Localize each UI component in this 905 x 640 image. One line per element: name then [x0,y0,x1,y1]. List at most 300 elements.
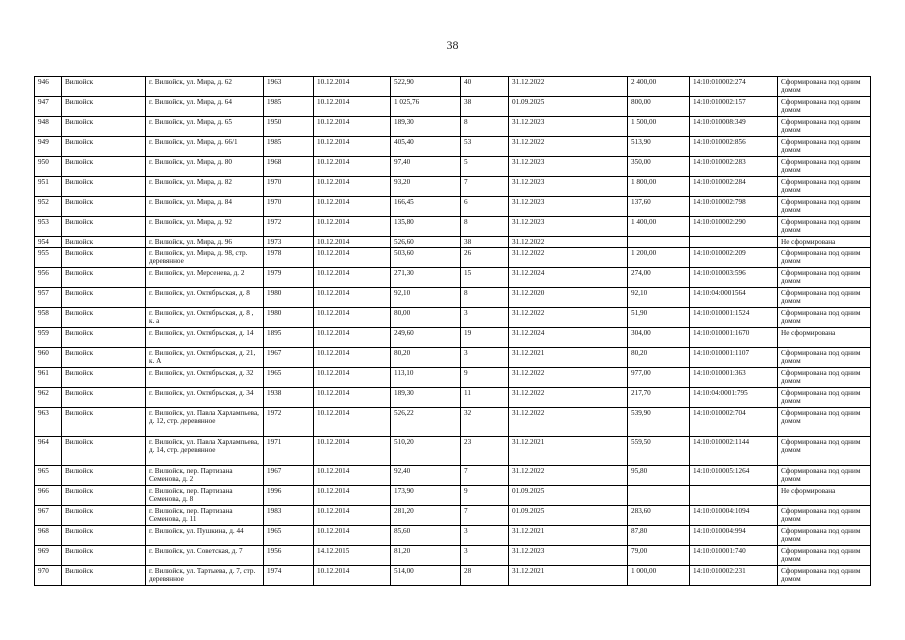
area-cell: 405,40 [391,137,461,157]
inclusion-date-cell: 10.12.2014 [314,177,391,197]
row-number-cell: 958 [35,308,62,328]
land-status-cell: Сформирована под одним домом [778,137,871,157]
inclusion-date-cell: 10.12.2014 [314,137,391,157]
address-cell: г. Вилюйск, ул. Октябрьская, д. 34 [146,388,264,408]
deadline-cell: 31.12.2022 [509,466,628,486]
land-status-cell: Сформирована под одним домом [778,177,871,197]
build-year-cell: 1967 [264,466,314,486]
land-area-cell: 1 200,00 [628,248,690,268]
residents-cell: 8 [461,217,509,237]
settlement-cell: Вилюйск [62,526,146,546]
build-year-cell: 1972 [264,217,314,237]
settlement-cell: Вилюйск [62,466,146,486]
address-cell: г. Вилюйск, ул. Мира, д. 98, стр. деревянное [146,248,264,268]
settlement-cell: Вилюйск [62,408,146,437]
cadastral-number-cell [690,237,778,248]
land-area-cell [628,237,690,248]
deadline-cell: 31.12.2022 [509,77,628,97]
address-cell: г. Вилюйск, пер. Партизана Семенова, д. 8 [146,486,264,506]
land-area-cell: 2 400,00 [628,77,690,97]
settlement-cell: Вилюйск [62,288,146,308]
residents-cell: 40 [461,77,509,97]
table-row [35,348,871,368]
residents-cell: 3 [461,546,509,566]
address-cell: г. Вилюйск, ул. Мира, д. 80 [146,157,264,177]
deadline-cell: 31.12.2022 [509,408,628,437]
row-number-cell: 960 [35,348,62,368]
land-area-cell: 1 500,00 [628,117,690,137]
address-cell: г. Вилюйск, ул. Октябрьская, д. 8 [146,288,264,308]
land-status-cell: Сформирована под одним домом [778,268,871,288]
table-row [35,437,871,466]
row-number-cell: 965 [35,466,62,486]
cadastral-number-cell: 14:10:010002:284 [690,177,778,197]
deadline-cell: 31.12.2022 [509,248,628,268]
build-year-cell: 1963 [264,77,314,97]
land-status-cell: Сформирована под одним домом [778,348,871,368]
housing-registry-table [34,76,871,586]
address-cell: г. Вилюйск, ул. Мерсенева, д. 2 [146,268,264,288]
row-number-cell: 964 [35,437,62,466]
build-year-cell: 1983 [264,506,314,526]
address-cell: г. Вилюйск, ул. Павла Харлампьева, д. 14, стр. деревянное [146,437,264,466]
inclusion-date-cell: 10.12.2014 [314,506,391,526]
residents-cell: 53 [461,137,509,157]
inclusion-date-cell: 10.12.2014 [314,348,391,368]
cadastral-number-cell: 14:10:010001:1524 [690,308,778,328]
row-number-cell: 968 [35,526,62,546]
land-area-cell: 350,00 [628,157,690,177]
deadline-cell: 31.12.2023 [509,117,628,137]
inclusion-date-cell: 10.12.2014 [314,288,391,308]
land-status-cell: Не сформирована [778,486,871,506]
deadline-cell: 31.12.2021 [509,526,628,546]
inclusion-date-cell: 10.12.2014 [314,268,391,288]
build-year-cell: 1968 [264,157,314,177]
inclusion-date-cell: 10.12.2014 [314,217,391,237]
address-cell: г. Вилюйск, пер. Партизана Семенова, д. 11 [146,506,264,526]
table-row [35,308,871,328]
residents-cell: 38 [461,97,509,117]
table-row [35,408,871,437]
settlement-cell: Вилюйск [62,506,146,526]
cadastral-number-cell: 14:10:010002:231 [690,566,778,586]
cadastral-number-cell: 14:10:04:0001564 [690,288,778,308]
land-area-cell: 137,60 [628,197,690,217]
deadline-cell: 31.12.2022 [509,237,628,248]
deadline-cell: 01.09.2025 [509,486,628,506]
row-number-cell: 955 [35,248,62,268]
land-status-cell: Сформирована под одним домом [778,77,871,97]
area-cell: 526,22 [391,408,461,437]
address-cell: г. Вилюйск, ул. Октябрьская, д. 8 , к. а [146,308,264,328]
build-year-cell: 1980 [264,308,314,328]
area-cell: 93,20 [391,177,461,197]
table-row [35,268,871,288]
cadastral-number-cell: 14:10:010005:1264 [690,466,778,486]
row-number-cell: 961 [35,368,62,388]
inclusion-date-cell: 10.12.2014 [314,117,391,137]
cadastral-number-cell: 14:10:010001:1107 [690,348,778,368]
build-year-cell: 1979 [264,268,314,288]
build-year-cell: 1938 [264,388,314,408]
row-number-cell: 963 [35,408,62,437]
table-row [35,97,871,117]
inclusion-date-cell: 10.12.2014 [314,368,391,388]
land-area-cell: 79,00 [628,546,690,566]
cadastral-number-cell [690,486,778,506]
land-area-cell: 800,00 [628,97,690,117]
settlement-cell: Вилюйск [62,437,146,466]
table-row [35,137,871,157]
row-number-cell: 953 [35,217,62,237]
settlement-cell: Вилюйск [62,157,146,177]
table-row [35,157,871,177]
cadastral-number-cell: 14:10:010001:363 [690,368,778,388]
inclusion-date-cell: 10.12.2014 [314,566,391,586]
land-status-cell: Сформирована под одним домом [778,546,871,566]
land-area-cell: 217,70 [628,388,690,408]
cadastral-number-cell: 14:10:010002:157 [690,97,778,117]
residents-cell: 3 [461,308,509,328]
land-status-cell: Сформирована под одним домом [778,248,871,268]
area-cell: 81,20 [391,546,461,566]
land-status-cell: Не сформирована [778,237,871,248]
land-status-cell: Сформирована под одним домом [778,526,871,546]
cadastral-number-cell: 14:10:04:0001:795 [690,388,778,408]
inclusion-date-cell: 10.12.2014 [314,197,391,217]
address-cell: г. Вилюйск, ул. Мира, д. 64 [146,97,264,117]
table-row [35,526,871,546]
settlement-cell: Вилюйск [62,177,146,197]
row-number-cell: 947 [35,97,62,117]
land-status-cell: Сформирована под одним домом [778,368,871,388]
address-cell: г. Вилюйск, ул. Тартыева, д. 7, стр. деревянное [146,566,264,586]
row-number-cell: 950 [35,157,62,177]
area-cell: 249,60 [391,328,461,348]
area-cell: 80,20 [391,348,461,368]
settlement-cell: Вилюйск [62,368,146,388]
area-cell: 135,80 [391,217,461,237]
area-cell: 503,60 [391,248,461,268]
build-year-cell: 1980 [264,288,314,308]
land-area-cell: 274,00 [628,268,690,288]
row-number-cell: 967 [35,506,62,526]
residents-cell: 11 [461,388,509,408]
table-row [35,248,871,268]
table-row [35,506,871,526]
address-cell: г. Вилюйск, ул. Мира, д. 92 [146,217,264,237]
area-cell: 526,60 [391,237,461,248]
residents-cell: 26 [461,248,509,268]
land-area-cell: 559,50 [628,437,690,466]
residents-cell: 7 [461,466,509,486]
table-row [35,466,871,486]
area-cell: 166,45 [391,197,461,217]
residents-cell: 7 [461,506,509,526]
row-number-cell: 946 [35,77,62,97]
settlement-cell: Вилюйск [62,486,146,506]
settlement-cell: Вилюйск [62,348,146,368]
cadastral-number-cell: 14:10:010004:994 [690,526,778,546]
build-year-cell: 1970 [264,197,314,217]
residents-cell: 9 [461,368,509,388]
residents-cell: 19 [461,328,509,348]
land-area-cell: 304,00 [628,328,690,348]
deadline-cell: 31.12.2022 [509,368,628,388]
land-status-cell: Сформирована под одним домом [778,408,871,437]
land-status-cell: Сформирована под одним домом [778,197,871,217]
inclusion-date-cell: 10.12.2014 [314,248,391,268]
cadastral-number-cell: 14:10:010002:283 [690,157,778,177]
inclusion-date-cell: 10.12.2014 [314,466,391,486]
build-year-cell: 1950 [264,117,314,137]
build-year-cell: 1972 [264,408,314,437]
build-year-cell: 1967 [264,348,314,368]
build-year-cell: 1970 [264,177,314,197]
land-status-cell: Сформирована под одним домом [778,437,871,466]
area-cell: 510,20 [391,437,461,466]
area-cell: 92,10 [391,288,461,308]
land-area-cell: 87,80 [628,526,690,546]
inclusion-date-cell: 10.12.2014 [314,97,391,117]
deadline-cell: 31.12.2024 [509,268,628,288]
residents-cell: 7 [461,177,509,197]
address-cell: г. Вилюйск, ул. Мира, д. 82 [146,177,264,197]
residents-cell: 9 [461,486,509,506]
settlement-cell: Вилюйск [62,77,146,97]
land-area-cell: 1 400,00 [628,217,690,237]
inclusion-date-cell: 10.12.2014 [314,328,391,348]
build-year-cell: 1974 [264,566,314,586]
land-area-cell: 80,20 [628,348,690,368]
row-number-cell: 969 [35,546,62,566]
area-cell: 271,30 [391,268,461,288]
residents-cell: 28 [461,566,509,586]
deadline-cell: 31.12.2020 [509,288,628,308]
land-area-cell: 513,90 [628,137,690,157]
table-row [35,388,871,408]
build-year-cell: 1895 [264,328,314,348]
residents-cell: 32 [461,408,509,437]
address-cell: г. Вилюйск, пер. Партизана Семенова, д. 2 [146,466,264,486]
area-cell: 92,40 [391,466,461,486]
land-area-cell: 92,10 [628,288,690,308]
cadastral-number-cell: 14:10:010002:290 [690,217,778,237]
row-number-cell: 951 [35,177,62,197]
deadline-cell: 01.09.2025 [509,97,628,117]
inclusion-date-cell: 10.12.2014 [314,157,391,177]
table-row [35,486,871,506]
inclusion-date-cell: 10.12.2014 [314,408,391,437]
area-cell: 522,90 [391,77,461,97]
residents-cell: 3 [461,348,509,368]
row-number-cell: 959 [35,328,62,348]
settlement-cell: Вилюйск [62,388,146,408]
settlement-cell: Вилюйск [62,566,146,586]
residents-cell: 38 [461,237,509,248]
address-cell: г. Вилюйск, ул. Октябрьская, д. 32 [146,368,264,388]
deadline-cell: 31.12.2023 [509,217,628,237]
residents-cell: 5 [461,157,509,177]
table-row [35,217,871,237]
address-cell: г. Вилюйск, ул. Павла Харлампьева, д. 12, стр. деревянное [146,408,264,437]
build-year-cell: 1985 [264,137,314,157]
table-row [35,546,871,566]
residents-cell: 8 [461,288,509,308]
land-status-cell: Сформирована под одним домом [778,308,871,328]
deadline-cell: 31.12.2023 [509,177,628,197]
deadline-cell: 31.12.2023 [509,197,628,217]
settlement-cell: Вилюйск [62,217,146,237]
land-status-cell: Сформирована под одним домом [778,117,871,137]
build-year-cell: 1965 [264,526,314,546]
cadastral-number-cell: 14:10:010002:704 [690,408,778,437]
area-cell: 281,20 [391,506,461,526]
address-cell: г. Вилюйск, ул. Мира, д. 62 [146,77,264,97]
area-cell: 514,00 [391,566,461,586]
deadline-cell: 31.12.2023 [509,157,628,177]
address-cell: г. Вилюйск, ул. Мира, д. 84 [146,197,264,217]
area-cell: 189,30 [391,388,461,408]
cadastral-number-cell: 14:10:010002:856 [690,137,778,157]
deadline-cell: 31.12.2021 [509,566,628,586]
page-number: 38 [446,38,459,52]
land-area-cell: 539,90 [628,408,690,437]
land-status-cell: Сформирована под одним домом [778,388,871,408]
land-area-cell [628,486,690,506]
land-area-cell: 977,00 [628,368,690,388]
land-status-cell: Сформирована под одним домом [778,566,871,586]
cadastral-number-cell: 14:10:010001:1670 [690,328,778,348]
settlement-cell: Вилюйск [62,137,146,157]
build-year-cell: 1956 [264,546,314,566]
build-year-cell: 1971 [264,437,314,466]
build-year-cell: 1978 [264,248,314,268]
settlement-cell: Вилюйск [62,97,146,117]
inclusion-date-cell: 10.12.2014 [314,526,391,546]
residents-cell: 23 [461,437,509,466]
table-row [35,566,871,586]
cadastral-number-cell: 14:10:010002:209 [690,248,778,268]
land-area-cell: 1 000,00 [628,566,690,586]
land-area-cell: 283,60 [628,506,690,526]
residents-cell: 3 [461,526,509,546]
row-number-cell: 954 [35,237,62,248]
address-cell: г. Вилюйск, ул. Мира, д. 96 [146,237,264,248]
row-number-cell: 970 [35,566,62,586]
row-number-cell: 948 [35,117,62,137]
deadline-cell: 31.12.2021 [509,348,628,368]
land-area-cell: 95,80 [628,466,690,486]
cadastral-number-cell: 14:10:010002:274 [690,77,778,97]
area-cell: 85,60 [391,526,461,546]
land-status-cell: Сформирована под одним домом [778,506,871,526]
area-cell: 173,90 [391,486,461,506]
table-row [35,328,871,348]
row-number-cell: 952 [35,197,62,217]
table-row [35,288,871,308]
inclusion-date-cell: 10.12.2014 [314,486,391,506]
area-cell: 97,40 [391,157,461,177]
settlement-cell: Вилюйск [62,248,146,268]
land-status-cell: Не сформирована [778,328,871,348]
build-year-cell: 1965 [264,368,314,388]
inclusion-date-cell: 10.12.2014 [314,437,391,466]
address-cell: г. Вилюйск, ул. Октябрьская, д. 14 [146,328,264,348]
land-area-cell: 51,90 [628,308,690,328]
land-area-cell: 1 800,00 [628,177,690,197]
build-year-cell: 1985 [264,97,314,117]
address-cell: г. Вилюйск, ул. Октябрьская, д. 21, к. А [146,348,264,368]
address-cell: г. Вилюйск, ул. Мира, д. 65 [146,117,264,137]
address-cell: г. Вилюйск, ул. Советская, д. 7 [146,546,264,566]
deadline-cell: 31.12.2022 [509,308,628,328]
area-cell: 1 025,76 [391,97,461,117]
table-row [35,197,871,217]
row-number-cell: 962 [35,388,62,408]
deadline-cell: 31.12.2021 [509,437,628,466]
cadastral-number-cell: 14:10:010004:1094 [690,506,778,526]
deadline-cell: 01.09.2025 [509,506,628,526]
settlement-cell: Вилюйск [62,117,146,137]
land-status-cell: Сформирована под одним домом [778,157,871,177]
table-row [35,77,871,97]
address-cell: г. Вилюйск, ул. Пушкина, д. 44 [146,526,264,546]
row-number-cell: 966 [35,486,62,506]
cadastral-number-cell: 14:10:010002:798 [690,197,778,217]
deadline-cell: 31.12.2023 [509,546,628,566]
residents-cell: 8 [461,117,509,137]
row-number-cell: 949 [35,137,62,157]
row-number-cell: 956 [35,268,62,288]
residents-cell: 15 [461,268,509,288]
land-status-cell: Сформирована под одним домом [778,288,871,308]
cadastral-number-cell: 14:10:010008:349 [690,117,778,137]
settlement-cell: Вилюйск [62,268,146,288]
deadline-cell: 31.12.2022 [509,388,628,408]
land-status-cell: Сформирована под одним домом [778,97,871,117]
residents-cell: 6 [461,197,509,217]
area-cell: 113,10 [391,368,461,388]
area-cell: 80,00 [391,308,461,328]
build-year-cell: 1996 [264,486,314,506]
settlement-cell: Вилюйск [62,197,146,217]
inclusion-date-cell: 10.12.2014 [314,308,391,328]
settlement-cell: Вилюйск [62,308,146,328]
land-status-cell: Сформирована под одним домом [778,466,871,486]
settlement-cell: Вилюйск [62,328,146,348]
cadastral-number-cell: 14:10:010002:1144 [690,437,778,466]
area-cell: 189,30 [391,117,461,137]
inclusion-date-cell: 10.12.2014 [314,237,391,248]
address-cell: г. Вилюйск, ул. Мира, д. 66/1 [146,137,264,157]
cadastral-number-cell: 14:10:010001:740 [690,546,778,566]
inclusion-date-cell: 14.12.2015 [314,546,391,566]
settlement-cell: Вилюйск [62,546,146,566]
settlement-cell: Вилюйск [62,237,146,248]
cadastral-number-cell: 14:10:010003:596 [690,268,778,288]
table-row [35,177,871,197]
row-number-cell: 957 [35,288,62,308]
deadline-cell: 31.12.2022 [509,137,628,157]
deadline-cell: 31.12.2024 [509,328,628,348]
inclusion-date-cell: 10.12.2014 [314,388,391,408]
table-row [35,368,871,388]
build-year-cell: 1973 [264,237,314,248]
table-row [35,117,871,137]
inclusion-date-cell: 10.12.2014 [314,77,391,97]
